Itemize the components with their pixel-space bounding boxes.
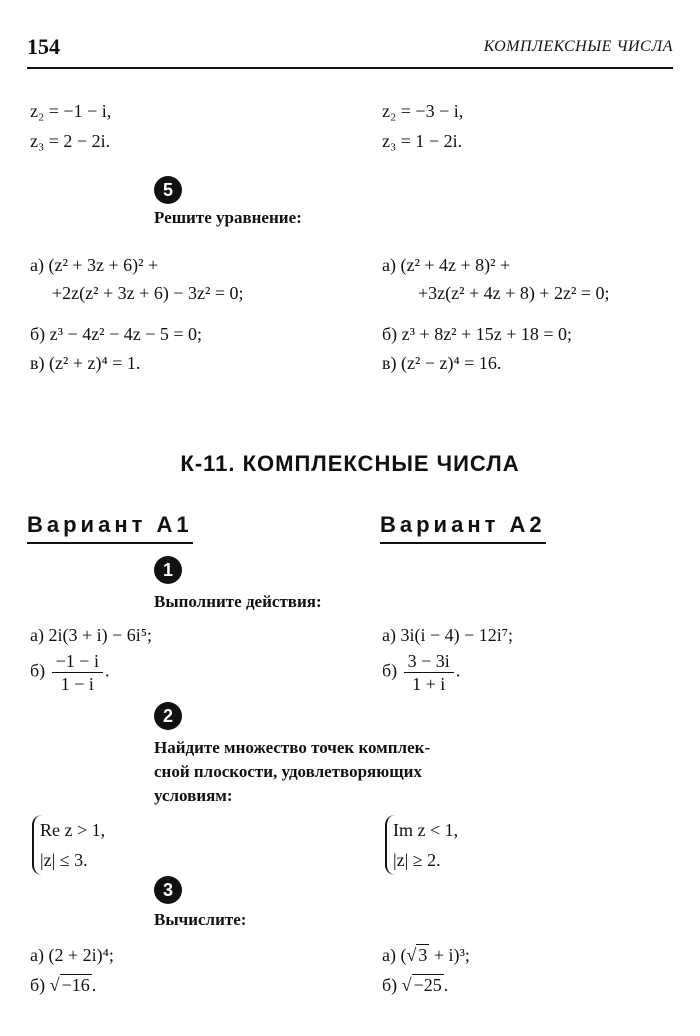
task-2-instruction-line-2: сной плоскости, удовлетворяющих xyxy=(154,762,422,781)
task-5-left-b: б) z³ − 4z² − 4z − 5 = 0; xyxy=(30,324,203,344)
task-5-left-a-line-2: +2z(z² + 3z + 6) − 3z² = 0; xyxy=(52,283,244,303)
task-5-left-a-line-1: а) (z² + 3z + 6)² + xyxy=(30,255,159,275)
task-3-right-b-end: . xyxy=(443,975,449,995)
section-title: К-11. КОМПЛЕКСНЫЕ ЧИСЛА xyxy=(180,451,520,476)
task-1-right-denominator: 1 + i xyxy=(412,674,446,694)
task-1-right-a: а) 3i(i − 4) − 12i⁷; xyxy=(382,625,514,645)
task-5-right-a-line-2: +3z(z² + 4z + 8) + 2z² = 0; xyxy=(418,283,610,303)
page-number: 154 xyxy=(27,34,60,59)
prev-left-line-1: z₂ = −1 − i, xyxy=(30,101,112,121)
task-1-left-b xyxy=(30,650,109,695)
task-2-right-system xyxy=(385,815,458,875)
sqrt-icon: √ xyxy=(406,945,417,965)
task-5-instruction: Решите уравнение: xyxy=(154,208,302,227)
task-2-number-badge: 2 xyxy=(154,702,182,730)
task-2-right-condition-1: Im z < 1, xyxy=(393,820,459,840)
task-3-right-a-radicand: 3 xyxy=(418,945,428,965)
task-1-right-b-end: . xyxy=(455,660,461,681)
task-3-left-a: а) (2 + 2i)⁴; xyxy=(30,945,114,965)
task-1-left-fraction xyxy=(52,650,103,695)
variant-a1-heading: Вариант А1 xyxy=(27,512,193,544)
prev-right-line-2: z₃ = 1 − 2i. xyxy=(382,131,463,151)
task-3-number-badge: 3 xyxy=(154,876,182,904)
header-rule xyxy=(27,67,673,69)
task-3-left-b-end: . xyxy=(91,975,97,995)
task-3-right-b xyxy=(382,974,448,996)
sqrt-icon: √ xyxy=(401,975,412,995)
task-3-right-b-label: б) xyxy=(382,975,398,995)
task-3-instruction: Вычислите: xyxy=(154,910,247,929)
task-2-instruction-line-1: Найдите множество точек комплек- xyxy=(154,738,431,757)
task-1-left-numerator: −1 − i xyxy=(52,650,103,673)
task-3-right-a xyxy=(382,944,470,966)
prev-left-line-2: z₃ = 2 − 2i. xyxy=(30,131,111,151)
task-2-right-condition-2: |z| ≥ 2. xyxy=(393,850,441,870)
task-3-right-a-end: + i)³; xyxy=(429,945,470,965)
task-3-right-b-radicand: −25 xyxy=(413,975,442,995)
task-1-number-badge: 1 xyxy=(154,556,182,584)
task-1-right-fraction xyxy=(404,650,454,695)
task-1-left-denominator: 1 − i xyxy=(60,674,94,694)
task-3-right-a-label: а) ( xyxy=(382,945,407,965)
prev-right-line-1: z₂ = −3 − i, xyxy=(382,101,464,121)
task-5-right-b: б) z³ + 8z² + 15z + 18 = 0; xyxy=(382,324,573,344)
variant-a2-heading: Вариант А2 xyxy=(380,512,546,544)
task-3-left-b-label: б) xyxy=(30,975,46,995)
task-1-instruction: Выполните действия: xyxy=(154,592,322,611)
task-5-number-badge: 5 xyxy=(154,176,182,204)
task-2-instruction-line-3: условиям: xyxy=(154,786,233,805)
task-1-left-b-label: б) xyxy=(30,660,46,681)
task-1-right-numerator: 3 − 3i xyxy=(404,650,454,673)
task-2-left-system xyxy=(32,815,105,875)
task-1-right-b-label: б) xyxy=(382,660,398,681)
task-5-left-v: в) (z² + z)⁴ = 1. xyxy=(30,353,141,373)
task-2-left-condition-2: |z| ≤ 3. xyxy=(40,850,88,870)
task-3-left-radicand: −16 xyxy=(61,975,90,995)
task-5-right-v: в) (z² − z)⁴ = 16. xyxy=(382,353,502,373)
sqrt-icon: √ xyxy=(49,975,60,995)
task-1-left-a: а) 2i(3 + i) − 6i⁵; xyxy=(30,625,153,645)
running-title: КОМПЛЕКСНЫЕ ЧИСЛА xyxy=(483,38,673,55)
task-1-right-b xyxy=(382,650,460,695)
task-5-right-a-line-1: а) (z² + 4z + 8)² + xyxy=(382,255,511,275)
task-2-left-condition-1: Re z > 1, xyxy=(40,820,106,840)
task-3-left-b xyxy=(30,974,96,996)
task-1-left-b-end: . xyxy=(104,660,110,681)
